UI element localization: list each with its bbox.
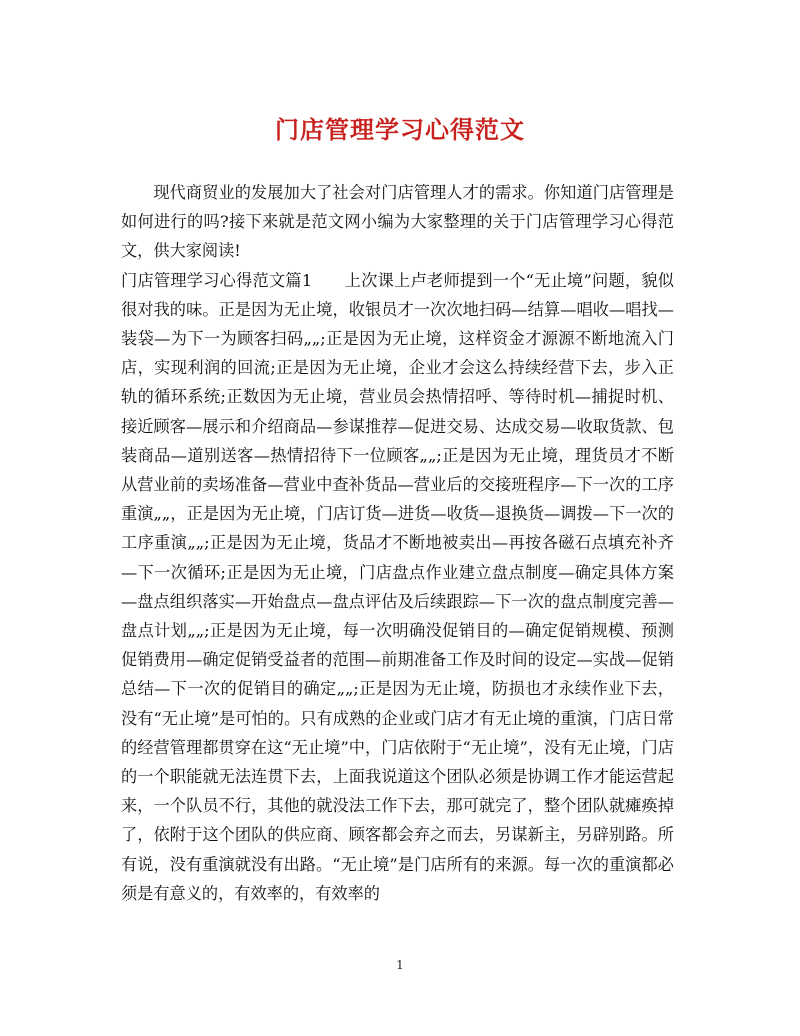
page-number: 1 [396,958,404,972]
section-body: 上次课上卢老师提到一个“无止境”问题，貌似很对我的味。正是因为无止境，收银员才一次次地扫码—结算—唱收—唱找—装袋—为下一为顾客扫码„„;正是因为无止境，这样资金才源源不断地流入门店，实现利润的回流;正是因为无止境，企业才会这么持续经营下去，步入正轨的循环系统;正数因为无止境，营业员会热情招呼、等待时机—捕捉时机、接近顾客—展示和介绍商品—参谋推荐—促进交易、达成交易—收取货款、包装商品—道别送客—热情招待下一位顾客„„;正是因为无止境，理货员才不断从营业前的卖场准备—营业中查补货品—营业后的交接班程序—下一次的工序重演„„，正是因为无止境，门店订货—进货—收货—退换货—调拨—下一次的工序重演„„;正是因为无止境，货品才不断地被卖出—再按各磁石点填充补齐—下一次循环;正是因为无止境，门店盘点作业建立盘点制度—确定具体方案—盘点组织落实—开始盘点—盘点评估及后续跟踪—下一次的盘点制度完善—盘点计划„„;正是因为无止境，每一次明确没促销目的—确定促销规模、预测促销费用—确定促销受益者的范围—前期准备工作及时间的设定—实战—促销总结—下一次的促销目的确定„„;正是因为无止境，防损也才永续作业下去，没有“无止境”是可怕的。只有成熟的企业或门店才有无止境的重演，门店日常的经营管理都贯穿在这“无止境”中，门店依附于“无止境”，没有无止境，门店的一个职能就无法连贯下去，上面我说道这个团队必须是协调工作才能运营起来，一个队员不行，其他的就没法工作下去，那可就完了，整个团队就瘫痪掉了，依附于这个团队的供应商、顾客都会弃之而去，另谋新主，另辟别路。所有说，没有重演就没有出路。“无止境”是门店所有的来源。每一次的重演都必须是有意义的，有效率的，有效率的 [121,270,674,903]
document-title: 门店管理学习心得范文 [275,115,525,144]
section-paragraph [121,266,674,908]
intro-paragraph: 现代商贸业的发展加大了社会对门店管理人才的需求。你知道门店管理是如何进行的吗?接下来就是范文网小编为大家整理的关于门店管理学习心得范文，供大家阅读! [121,183,674,261]
section-heading: 门店管理学习心得范文篇1 [121,270,313,290]
document-body [121,178,674,908]
